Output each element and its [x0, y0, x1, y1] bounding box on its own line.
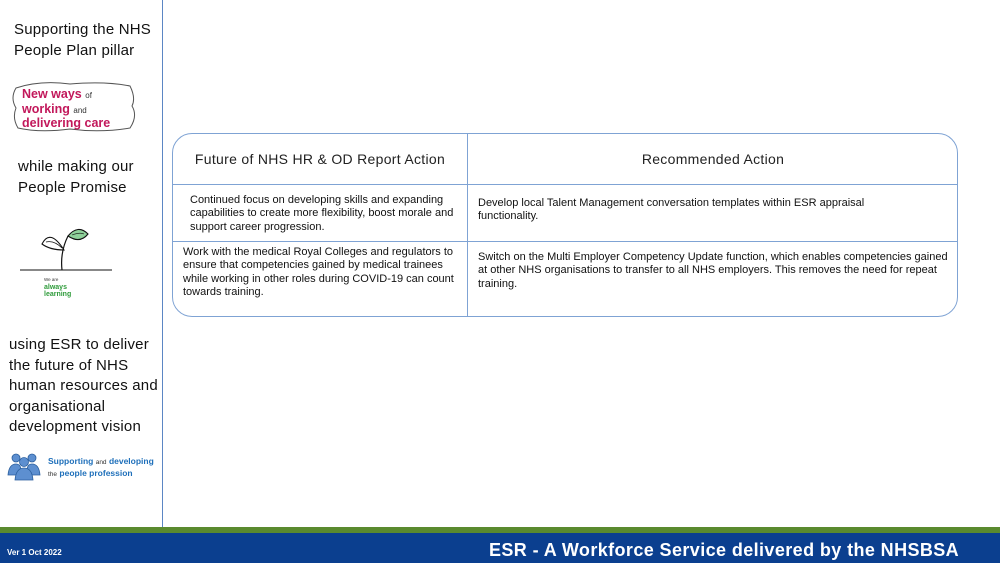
- version-label: Ver 1 Oct 2022: [7, 548, 62, 557]
- table-cell-report-action: Continued focus on developing skills and expanding capabilities to create more flexibility, boost morale and support career progression.: [190, 194, 454, 233]
- table-header-divider: [173, 184, 957, 185]
- sidebar-mid-text: while making our People Promise: [18, 158, 134, 196]
- table-row-divider: [173, 241, 957, 242]
- table-header-recommended-action: Recommended Action: [641, 151, 785, 167]
- table-cell-report-action: Work with the medical Royal Colleges and regulators to ensure that competencies gained by medical trainees while working in other roles during COVID-19 can count towards training.: [183, 246, 454, 298]
- table-cell-recommended: Develop local Talent Management conversation templates within ESR appraisal functionality.: [478, 197, 865, 223]
- sidebar-outro-text: using ESR to deliver the future of NHS human resources and organisational development vision: [9, 336, 158, 435]
- always-learning-logo: We are always learning: [44, 277, 72, 298]
- supporting-profession-logo: Supporting and developing the people profession: [48, 456, 154, 478]
- table-header-report-action: Future of NHS HR & OD Report Action: [194, 151, 446, 167]
- new-ways-badge: New ways of working and delivering care: [22, 87, 111, 130]
- footer-title: ESR - A Workforce Service delivered by the NHSBSA: [489, 540, 960, 560]
- table-cell-recommended: Switch on the Multi Employer Competency Update function, which enables competencies gained at other NHS organisations to transfer to all NHS employers. This removes the need for repeat training.: [478, 251, 948, 290]
- actions-table: [172, 133, 958, 317]
- people-group-icon: [7, 451, 41, 481]
- sidebar-intro-text: Supporting the NHS People Plan pillar: [14, 21, 152, 59]
- sprout-icon: [20, 222, 112, 274]
